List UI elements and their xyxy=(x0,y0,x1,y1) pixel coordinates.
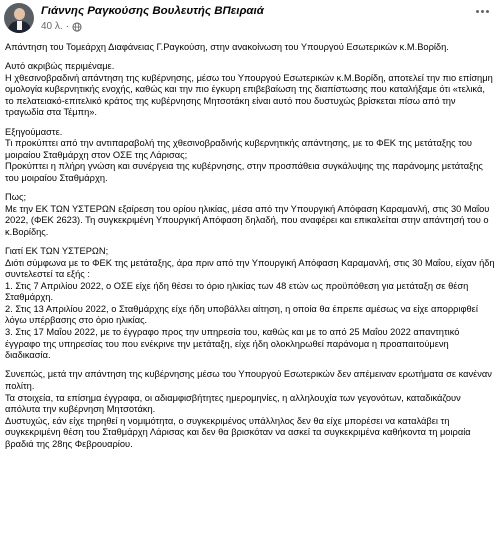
post-meta xyxy=(41,3,264,33)
post-header xyxy=(4,3,264,33)
time-row xyxy=(41,20,264,33)
author-avatar[interactable] xyxy=(4,3,34,33)
more-dot xyxy=(486,10,489,13)
globe-icon xyxy=(72,22,82,32)
post-paragraph: Πως; Με την ΕΚ ΤΩΝ ΥΣΤΕΡΩΝ εξαίρεση του ορίου ηλικίας, μέσα από την Υπουργική Απόφαση Καραμανλή, στις 30 Μαΐου 2022, (ΦΕΚ 2623). Τη συγκεκριμένη Υπουργική Απόφαση δηλαδή, που αναφέρει και επικαλείται στην απάντησή του ο κ.Βορίδης. xyxy=(5,192,490,237)
post-paragraph: Εξηγούμαστε. Τι προκύπτει από την αντιπαραβολή της χθεσινοβραδινής κυβερνητικής απάντησης, με το ΦΕΚ της μετάταξης του μοιραίου Σταθμάρχη στον ΟΣΕ της Λάρισας; Προκύπτει η πλήρη γνώση και συνέργεια της κυβέρνησης, στην προσπάθεια συγκάλυψης της παράνομης μετάταξης του μοιραίου Σταθμάρχη. xyxy=(5,126,483,183)
author-name[interactable]: Γιάννης Ραγκούσης Βουλευτής ΒΠειραιά xyxy=(41,5,264,17)
post-paragraph: Γιατί ΕΚ ΤΩΝ ΥΣΤΕΡΩΝ; Διότι σύμφωνα με το ΦΕΚ της μετάταξης, άρα πριν από την Υπουργική Απόφαση Καραμανλή, στις 30 Μαΐου, είχαν ήδη συντελεστεί τα εξής : 1. Στις 7 Απριλίου 2022, ο ΟΣΕ είχε ήδη θέσει το όριο ηλικίας των 48 ετών ως προϋπόθεση για μετάταξη σε θέση Σταθμάρχη. 2. Στις 13 Απριλίου 2022, ο Σταθμάρχης είχε ήδη υποβάλλει αίτηση, η οποία θα έπρεπε αμέσως να είχε απορριφθεί λόγω υπέρβασης στο όριο ηλικίας. 3. Στις 17 Μαΐου 2022, με το έγγραφο προς την υπηρεσία του, καθώς και με το από 25 Μαΐου 2022 απαντητικό έγγραφο της υπηρεσίας του που ενέκρινε την μετάταξη, είχε ήδη ολοκληρωθεί παράνομα η προαπαιτούμενη διαδικασία. xyxy=(5,245,495,361)
avatar-shirt xyxy=(17,21,22,30)
meta-separator: · xyxy=(65,21,70,32)
post-body xyxy=(5,42,495,458)
post-paragraph: Απάντηση του Τομεάρχη Διαφάνειας Γ.Ραγκούση, στην ανακοίνωση του Υπουργού Εσωτερικών κ.Μ.Βορίδη. xyxy=(5,42,449,52)
more-dot xyxy=(476,10,479,13)
post-paragraph: Αυτό ακριβώς περιμέναμε. Η χθεσινοβραδινή απάντηση της κυβέρνησης, μέσω του Υπουργού Εσωτερικών κ.Μ.Βορίδη, αποτελεί την πιο επίσημη ομολογία κυβερνητικής ενοχής, καθώς και την πιο έγκυρη επιβεβαίωση της διαπίστωσης που καταλήξαμε ότι «τελικά, το πελατειακό-επιτελικό κράτος της κυβέρνησης Μητσοτάκη είναι αυτό που δυστυχώς βρίσκεται πίσω από την τραγωδία στα Τέμπη». xyxy=(5,61,493,118)
more-options-icon[interactable] xyxy=(472,4,492,18)
more-dot xyxy=(481,10,484,13)
avatar-head xyxy=(14,8,25,20)
post-paragraph: Συνεπώς, μετά την απάντηση της κυβέρνησης μέσω του Υπουργού Εσωτερικών δεν απέμειναν ερωτήματα σε κανέναν πολίτη. Τα στοιχεία, τα επίσημα έγγραφα, οι αδιαμφισβήτητες ημερομηνίες, η αλληλουχία των γεγονότων, καταδικάζουν απόλυτα την κυβέρνηση Μητσοτάκη. Δυστυχώς, εάν είχε τηρηθεί η νομιμότητα, ο συγκεκριμένος υπάλληλος δεν θα είχε μπορέσει να καταλάβει τη συγκεκριμένη θέση του Σταθμάρχη Λάρισας και δεν θα βρισκόταν να ασκεί τα συγκεκριμένα καθήκοντα τη μοιραία βραδιά της 28ης Φεβρουαρίου. xyxy=(5,369,492,449)
post-timestamp[interactable]: 40 λ. xyxy=(41,21,63,32)
